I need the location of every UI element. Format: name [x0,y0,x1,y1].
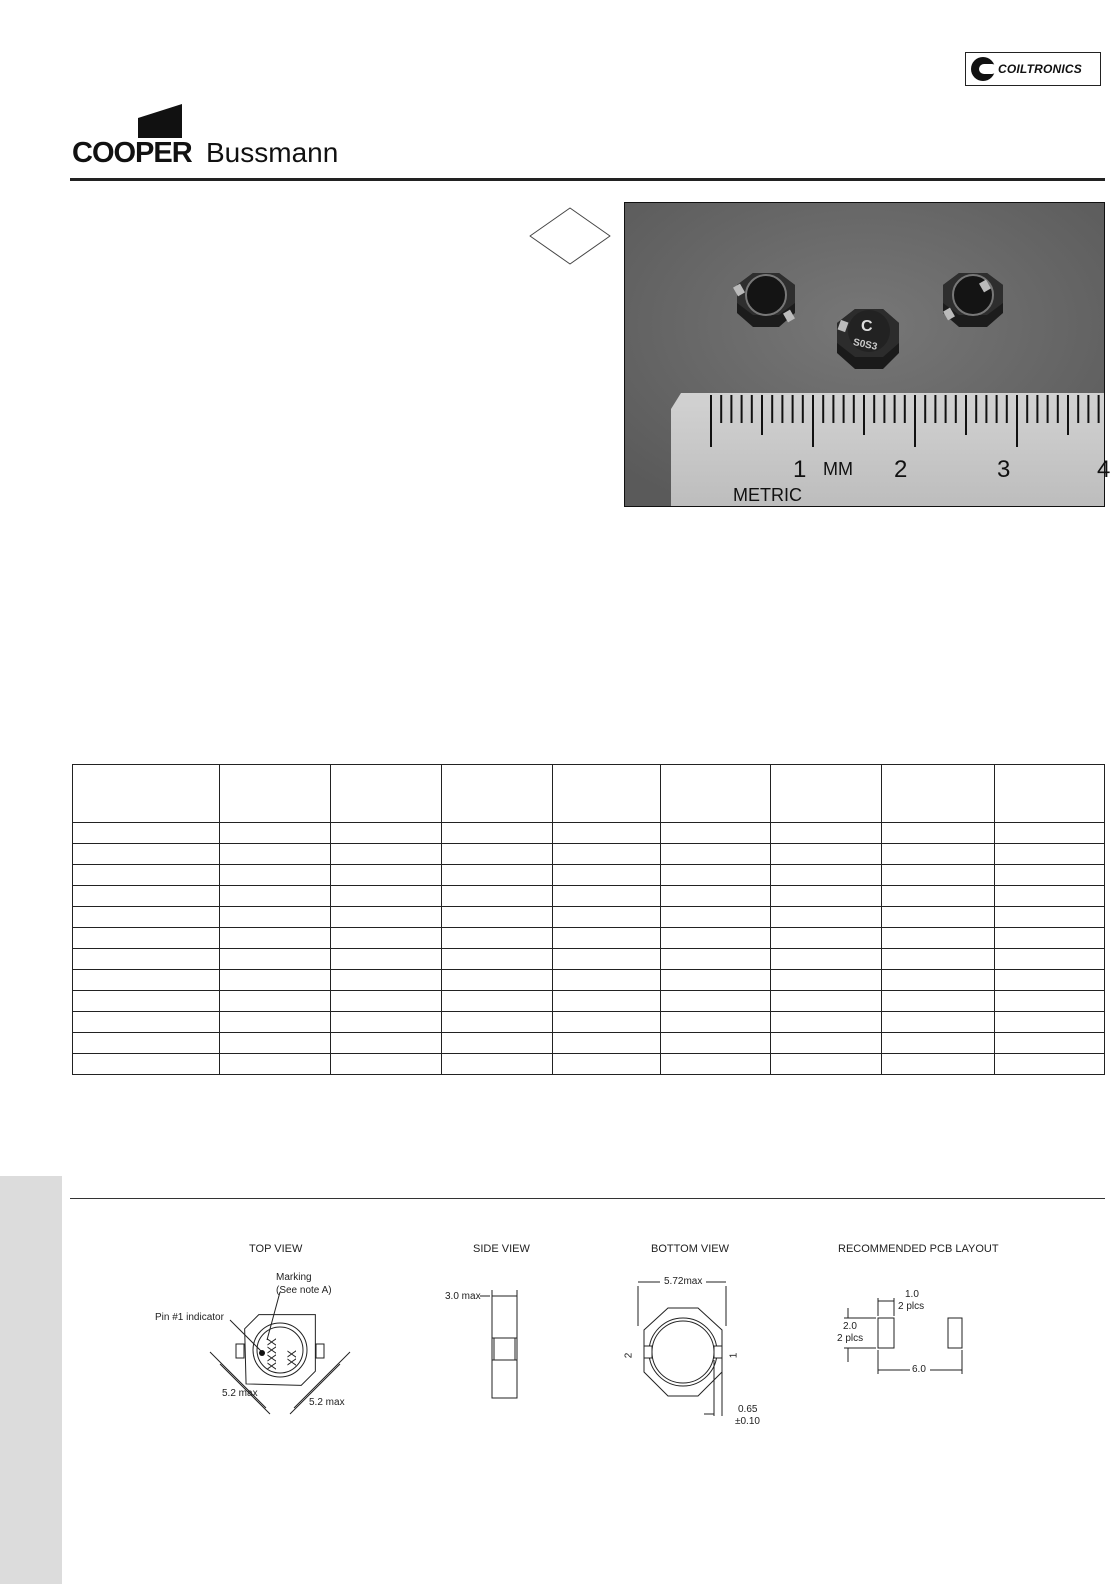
table-cell [771,865,882,886]
table-cell [995,1012,1105,1033]
table-cell [552,1054,661,1075]
table-cell [552,970,661,991]
table-cell [882,949,995,970]
table-cell [441,844,552,865]
table-cell [330,991,441,1012]
pcb-spacing: 6.0 [912,1364,926,1375]
ruler-unit: MM [823,459,853,479]
table-cell [771,1012,882,1033]
cooper-flag-icon [138,104,184,140]
table-row [73,886,1105,907]
table-cell [882,823,995,844]
table-cell [330,1054,441,1075]
table-cell [219,823,330,844]
bottom-pin-right: 1 [728,1352,740,1359]
table-cell [661,907,771,928]
spec-table [72,764,1105,1075]
table-cell [441,886,552,907]
product-photo [624,202,1111,507]
inductor-center [837,309,899,369]
table-cell [73,928,220,949]
table-row [73,949,1105,970]
table-cell [441,1012,552,1033]
table-cell [73,1012,220,1033]
table-cell [771,907,882,928]
table-cell [441,928,552,949]
coiltronics-wordmark: COILTRONICS [998,62,1082,76]
table-cell [73,970,220,991]
table-cell [552,991,661,1012]
table-cell [995,1054,1105,1075]
table-cell [441,991,552,1012]
table-cell [219,865,330,886]
table-cell [995,970,1105,991]
table-cell [995,865,1105,886]
table-cell [995,886,1105,907]
table-cell [771,970,882,991]
bottom-view-title: BOTTOM VIEW [651,1243,730,1255]
table-cell [552,949,661,970]
table-cell [552,907,661,928]
table-cell [771,928,882,949]
table-cell [882,907,995,928]
table-cell [219,1012,330,1033]
table-cell [219,928,330,949]
table-cell [441,823,552,844]
top-view-title: TOP VIEW [249,1243,303,1255]
coiltronics-c-icon [971,57,995,81]
top-view-drawing [200,1280,360,1430]
table-row [73,1054,1105,1075]
coiltronics-logo [965,52,1101,86]
table-cell [661,928,771,949]
table-row [73,907,1105,928]
bottom-dim-width: 5.72max [664,1276,703,1287]
table-cell [330,970,441,991]
table-cell [441,970,552,991]
table-cell [882,1033,995,1054]
table-cell [882,991,995,1012]
table-cell [552,1033,661,1054]
table-cell [552,928,661,949]
table-cell [330,949,441,970]
ruler-number-4: 4 [1097,456,1111,483]
table-cell [73,1033,220,1054]
table-cell [995,928,1105,949]
table-cell [330,928,441,949]
product-photo-illustration [625,203,1111,506]
pin1-indicator-label: Pin #1 indicator [155,1312,224,1323]
table-cell [219,1054,330,1075]
table-cell [882,844,995,865]
side-view-drawing [480,1290,530,1405]
ruler-number-3: 3 [997,456,1011,483]
table-cell [661,844,771,865]
table-cell [882,1054,995,1075]
section-rule [70,1198,1105,1199]
table-cell [661,1054,771,1075]
table-cell [73,886,220,907]
table-cell [661,1012,771,1033]
table-cell [995,1033,1105,1054]
top-mark-line1: XXXX [265,1337,279,1370]
table-cell [552,844,661,865]
table-cell [882,886,995,907]
table-row [73,928,1105,949]
table-cell [219,886,330,907]
bottom-pin-left: 2 [623,1352,635,1359]
table-cell [661,949,771,970]
table-cell [330,865,441,886]
table-cell [219,991,330,1012]
header-rule [70,178,1105,181]
pcb-pad-height: 2.0 [843,1321,857,1332]
top-mark-line2: XX [285,1349,299,1366]
table-row [73,970,1105,991]
table-cell [330,823,441,844]
metric-ruler [671,393,1110,506]
table-cell [330,1012,441,1033]
table-cell [882,1012,995,1033]
table-header-row [73,765,1105,823]
table-cell [73,949,220,970]
table-cell [441,1033,552,1054]
table-cell [882,865,995,886]
table-row [73,1012,1105,1033]
table-cell [552,823,661,844]
table-cell [441,1054,552,1075]
table-cell [771,991,882,1012]
table-cell [219,844,330,865]
table-cell [73,865,220,886]
bussmann-wordmark: Bussmann [206,137,339,168]
table-cell [73,907,220,928]
table-cell [73,991,220,1012]
table-row [73,823,1105,844]
table-cell [661,823,771,844]
table-cell [441,907,552,928]
cooper-wordmark: COOPER [72,137,192,169]
table-cell [771,844,882,865]
table-cell [771,1033,882,1054]
table-cell [995,844,1105,865]
table-cell [995,991,1105,1012]
table-cell [441,865,552,886]
table-cell [882,928,995,949]
table-cell [661,970,771,991]
table-cell [995,823,1105,844]
table-row [73,865,1105,886]
pcb-pad-width-note: 2 plcs [898,1301,925,1312]
ruler-label: METRIC [733,485,802,505]
table-cell [552,1012,661,1033]
part-marking-code: S0S3 [851,337,879,353]
side-dim-height: 3.0 max [445,1291,481,1302]
table-cell [661,991,771,1012]
table-cell [330,886,441,907]
table-cell [219,949,330,970]
table-cell [552,865,661,886]
diamond-badge [528,206,612,266]
table-cell [882,970,995,991]
table-cell [219,907,330,928]
table-cell [330,907,441,928]
side-view-title: SIDE VIEW [473,1243,530,1255]
marking-note: (See note A) [276,1285,332,1296]
table-cell [73,823,220,844]
table-cell [661,886,771,907]
pcb-layout-drawing [840,1296,975,1376]
table-row [73,991,1105,1012]
table-cell [73,1054,220,1075]
table-cell [995,907,1105,928]
table-row [73,844,1105,865]
bottom-dim-pad: 0.65 [738,1404,758,1415]
table-cell [661,1033,771,1054]
table-cell [771,949,882,970]
table-row [73,1033,1105,1054]
table-cell [661,865,771,886]
table-cell [771,886,882,907]
pcb-pad-width: 1.0 [905,1289,919,1300]
table-cell [995,949,1105,970]
ruler-number-1: 1 [793,456,807,483]
bottom-view-drawing [630,1276,740,1421]
top-dim-left: 5.2 max [222,1388,258,1399]
table-cell [219,1033,330,1054]
table-cell [330,844,441,865]
inductor-right [943,273,1003,327]
top-dim-right: 5.2 max [309,1397,345,1408]
table-cell [771,1054,882,1075]
cooper-bussmann-logo [72,104,372,170]
side-tab [0,1176,62,1584]
pcb-pad-height-note: 2 plcs [837,1333,864,1344]
ruler-number-2: 2 [894,456,908,483]
table-cell [771,823,882,844]
part-marking-letter: C [861,318,873,335]
bottom-dim-pad-tol: ±0.10 [735,1416,760,1427]
table-cell [441,949,552,970]
table-cell [330,1033,441,1054]
table-cell [73,844,220,865]
table-cell [219,970,330,991]
table-cell [552,886,661,907]
pcb-layout-title: RECOMMENDED PCB LAYOUT [838,1243,999,1255]
marking-label: Marking [276,1272,312,1283]
